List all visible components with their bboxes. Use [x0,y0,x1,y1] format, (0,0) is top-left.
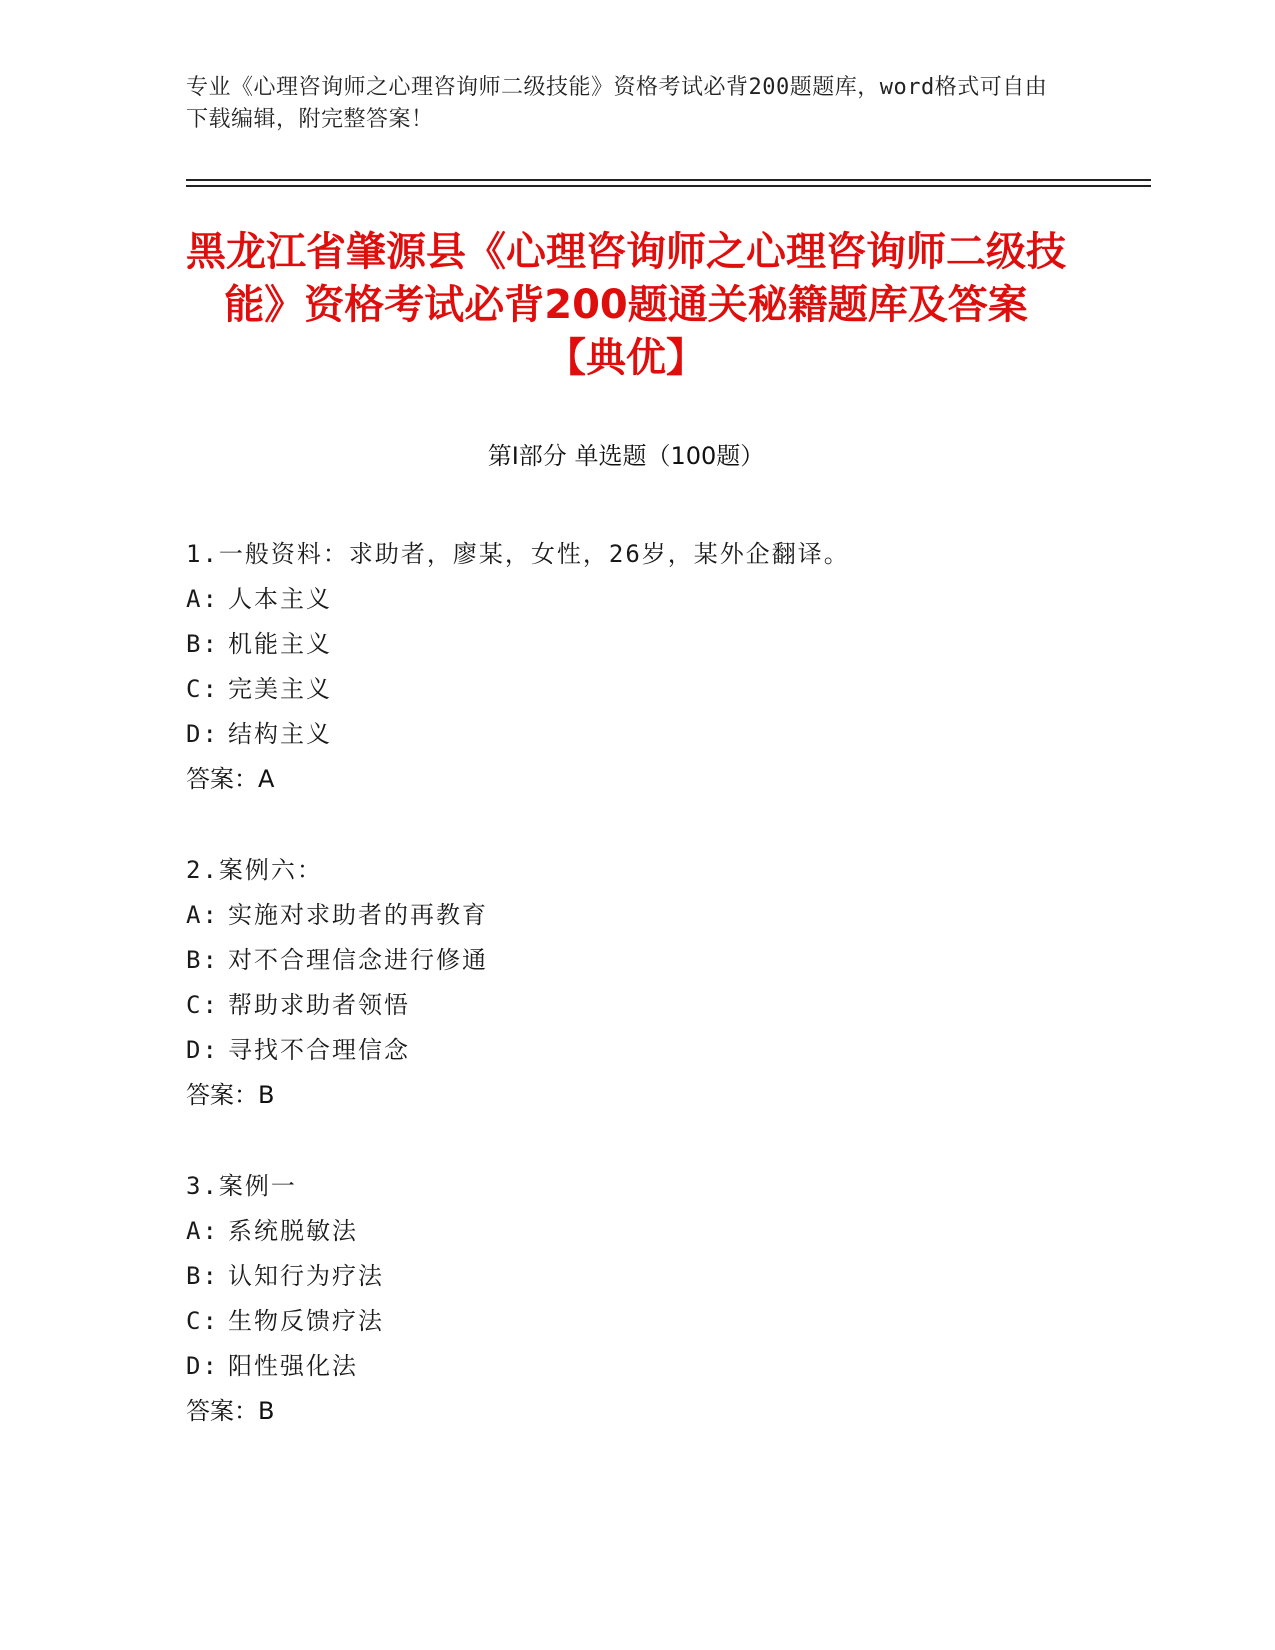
option-letter: D: [186,1036,219,1064]
option-text: 系统脱敏法 [228,1217,358,1245]
option-text: 认知行为疗法 [228,1262,384,1290]
question-item [186,1164,1086,1434]
option-text: 生物反馈疗法 [228,1307,384,1335]
question-item [186,532,1086,802]
section-heading: 第Ⅰ部分 单选题（100题） [487,442,765,470]
option-text: 帮助求助者领悟 [228,991,410,1019]
option-letter: A: [186,901,219,929]
option-c [186,667,1086,712]
answer-line: 答案：B [186,1081,275,1109]
option-text: 实施对求助者的再教育 [228,901,488,929]
option-text: 人本主义 [228,585,332,613]
option-letter: B: [186,946,219,974]
header-divider-bottom [186,185,1151,187]
option-letter: B: [186,630,219,658]
option-letter: C: [186,1307,219,1335]
header-divider-top [186,179,1151,181]
option-d [186,1028,1086,1073]
question-stem: 1.一般资料：求助者，廖某，女性，26岁，某外企翻译。 [186,540,850,568]
option-d [186,1344,1086,1389]
option-text: 阳性强化法 [228,1352,358,1380]
option-text: 寻找不合理信念 [228,1036,410,1064]
answer-line: 答案：A [186,765,275,793]
option-b [186,938,1086,983]
question-stem: 2.案例六： [186,856,323,884]
option-a [186,1209,1086,1254]
option-b [186,622,1086,667]
option-c [186,1299,1086,1344]
answer-line: 答案：B [186,1397,275,1425]
option-letter: C: [186,991,219,1019]
option-a [186,893,1086,938]
option-text: 结构主义 [228,720,332,748]
option-d [186,712,1086,757]
question-stem: 3.案例一 [186,1172,297,1200]
option-text: 对不合理信念进行修通 [228,946,488,974]
option-text: 机能主义 [228,630,332,658]
option-c [186,983,1086,1028]
option-letter: B: [186,1262,219,1290]
option-letter: A: [186,1217,219,1245]
header-note: 专业《心理咨询师之心理咨询师二级技能》资格考试必背200题题库，word格式可自由下载编辑，附完整答案！ [186,75,1048,132]
option-letter: D: [186,1352,219,1380]
option-b [186,1254,1086,1299]
document-title: 黑龙江省肇源县《心理咨询师之心理咨询师二级技能》资格考试必背200题通关秘籍题库及答案【典优】 [186,229,1066,381]
option-text: 完美主义 [228,675,332,703]
option-letter: C: [186,675,219,703]
option-letter: A: [186,585,219,613]
option-letter: D: [186,720,219,748]
question-item [186,848,1086,1118]
question-list [186,532,1086,1480]
option-a [186,577,1086,622]
